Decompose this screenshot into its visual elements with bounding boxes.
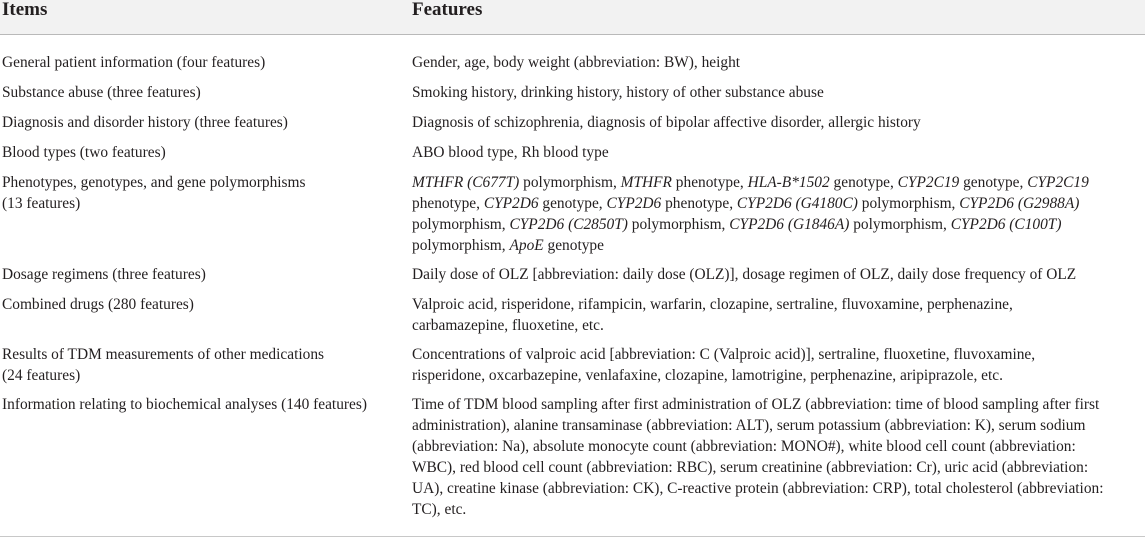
item-cell <box>2 344 397 386</box>
feature-text: Daily dose of OLZ [abbreviation: daily dose (OLZ)], dosage regimen of OLZ, daily dose frequency of OLZ <box>412 266 1077 283</box>
feature-line <box>412 315 1145 336</box>
item-cell <box>2 294 397 315</box>
feature-text: (abbreviation: Na), absolute monocyte count (abbreviation: MONO#), white blood cell count (abbreviation: <box>412 438 1076 455</box>
feature-line <box>412 214 1145 235</box>
item-text: Combined drugs (280 features) <box>2 296 194 313</box>
table-header <box>0 0 1145 34</box>
gene-name: CYP2D6 (C100T) <box>950 216 1062 233</box>
feature-text: polymorphism, <box>412 216 510 233</box>
feature-text: polymorphism, <box>412 237 510 254</box>
feature-text: genotype, <box>959 174 1028 191</box>
item-text: Diagnosis and disorder history (three features) <box>2 114 288 131</box>
feature-text: WBC), red blood cell count (abbreviation: RBC), serum creatinine (abbreviation: Cr), uric acid (abbreviation: <box>412 459 1089 476</box>
item-text: General patient information (four features) <box>2 54 266 71</box>
item-text: Information relating to biochemical analyses (140 features) <box>2 396 367 413</box>
item-text: (24 features) <box>2 367 81 384</box>
item-cell <box>2 112 397 133</box>
feature-line <box>412 235 1145 256</box>
feature-text: polymorphism, <box>849 216 951 233</box>
feature-text: Valproic acid, risperidone, rifampicin, warfarin, clozapine, sertraline, fluvoxamine, perphenazine, <box>412 296 1013 313</box>
feature-text: phenotype, <box>412 195 484 212</box>
item-cell <box>2 82 397 103</box>
feature-line <box>412 344 1145 365</box>
item-cell <box>2 142 397 163</box>
feature-text: polymorphism, <box>519 174 621 191</box>
feature-text: risperidone, oxcarbazepine, venlafaxine, clozapine, lamotrigine, perphenazine, aripiprazole, etc. <box>412 367 1003 384</box>
item-cell <box>2 264 397 285</box>
feature-line <box>412 142 1145 163</box>
feature-cell <box>412 52 1145 73</box>
feature-cell <box>412 344 1145 386</box>
feature-line <box>412 112 1145 133</box>
item-text: Results of TDM measurements of other medications <box>2 346 325 363</box>
feature-cell <box>412 172 1145 256</box>
feature-line <box>412 436 1145 457</box>
item-text: Phenotypes, genotypes, and gene polymorphisms <box>2 174 306 191</box>
gene-name: CYP2C19 <box>1027 174 1089 191</box>
feature-text: polymorphism, <box>857 195 960 212</box>
gene-name: HLA-B*1502 <box>747 174 830 191</box>
feature-text: ABO blood type, Rh blood type <box>412 144 609 161</box>
feature-text: Smoking history, drinking history, history of other substance abuse <box>412 84 824 101</box>
feature-line <box>412 499 1145 520</box>
feature-text: carbamazepine, fluoxetine, etc. <box>412 317 604 334</box>
feature-text: phenotype, <box>661 195 737 212</box>
item-cell <box>2 172 397 214</box>
gene-name: MTHFR <box>620 174 672 191</box>
feature-line <box>412 193 1145 214</box>
gene-name: CYP2D6 <box>606 195 662 212</box>
gene-name: ApoE <box>509 237 544 254</box>
gene-name: CYP2D6 (C2850T) <box>509 216 628 233</box>
feature-line <box>412 294 1145 315</box>
feature-line <box>412 394 1145 415</box>
feature-line <box>412 82 1145 103</box>
table-bottom-rule <box>0 536 1145 537</box>
feature-text: phenotype, <box>671 174 748 191</box>
item-cell <box>2 394 397 415</box>
feature-line <box>412 478 1145 499</box>
feature-text: genotype, <box>538 195 607 212</box>
feature-line <box>412 415 1145 436</box>
gene-name: CYP2C19 <box>897 174 960 191</box>
feature-text: polymorphism, <box>627 216 730 233</box>
feature-line <box>412 457 1145 478</box>
feature-cell <box>412 82 1145 103</box>
gene-name: MTHFR (C677T) <box>412 174 520 191</box>
feature-text: TC), etc. <box>412 501 467 518</box>
feature-cell <box>412 112 1145 133</box>
item-text: (13 features) <box>2 195 81 212</box>
feature-cell <box>412 264 1145 285</box>
item-text: Dosage regimens (three features) <box>2 266 206 283</box>
feature-cell <box>412 294 1145 336</box>
item-cell <box>2 52 397 73</box>
header-items: Items <box>2 0 48 20</box>
feature-line <box>412 264 1145 285</box>
gene-name: CYP2D6 <box>483 195 539 212</box>
header-divider <box>0 34 1145 35</box>
feature-cell <box>412 394 1145 520</box>
gene-name: CYP2D6 (G1846A) <box>729 216 850 233</box>
item-text: Blood types (two features) <box>2 144 166 161</box>
feature-text: Gender, age, body weight (abbreviation: BW), height <box>412 54 741 71</box>
feature-text: administration), alanine transaminase (abbreviation: ALT), serum potassium (abbreviation: K), serum sodium <box>412 417 1086 434</box>
feature-text: Concentrations of valproic acid [abbreviation: C (Valproic acid)], sertraline, fluoxetine, fluvoxamine, <box>412 346 1036 363</box>
feature-text: Time of TDM blood sampling after first administration of OLZ (abbreviation: time of blood sampling after first <box>412 396 1100 413</box>
item-text: Substance abuse (three features) <box>2 84 201 101</box>
feature-text: genotype <box>543 237 604 254</box>
feature-line <box>412 52 1145 73</box>
feature-line <box>412 365 1145 386</box>
gene-name: CYP2D6 (G4180C) <box>736 195 858 212</box>
feature-text: genotype, <box>829 174 898 191</box>
feature-cell <box>412 142 1145 163</box>
feature-line <box>412 172 1145 193</box>
header-features: Features <box>412 0 483 20</box>
feature-text: Diagnosis of schizophrenia, diagnosis of bipolar affective disorder, allergic history <box>412 114 921 131</box>
feature-text: UA), creatine kinase (abbreviation: CK), C-reactive protein (abbreviation: CRP), total cholesterol (abbreviation: <box>412 480 1104 497</box>
gene-name: CYP2D6 (G2988A) <box>959 195 1080 212</box>
